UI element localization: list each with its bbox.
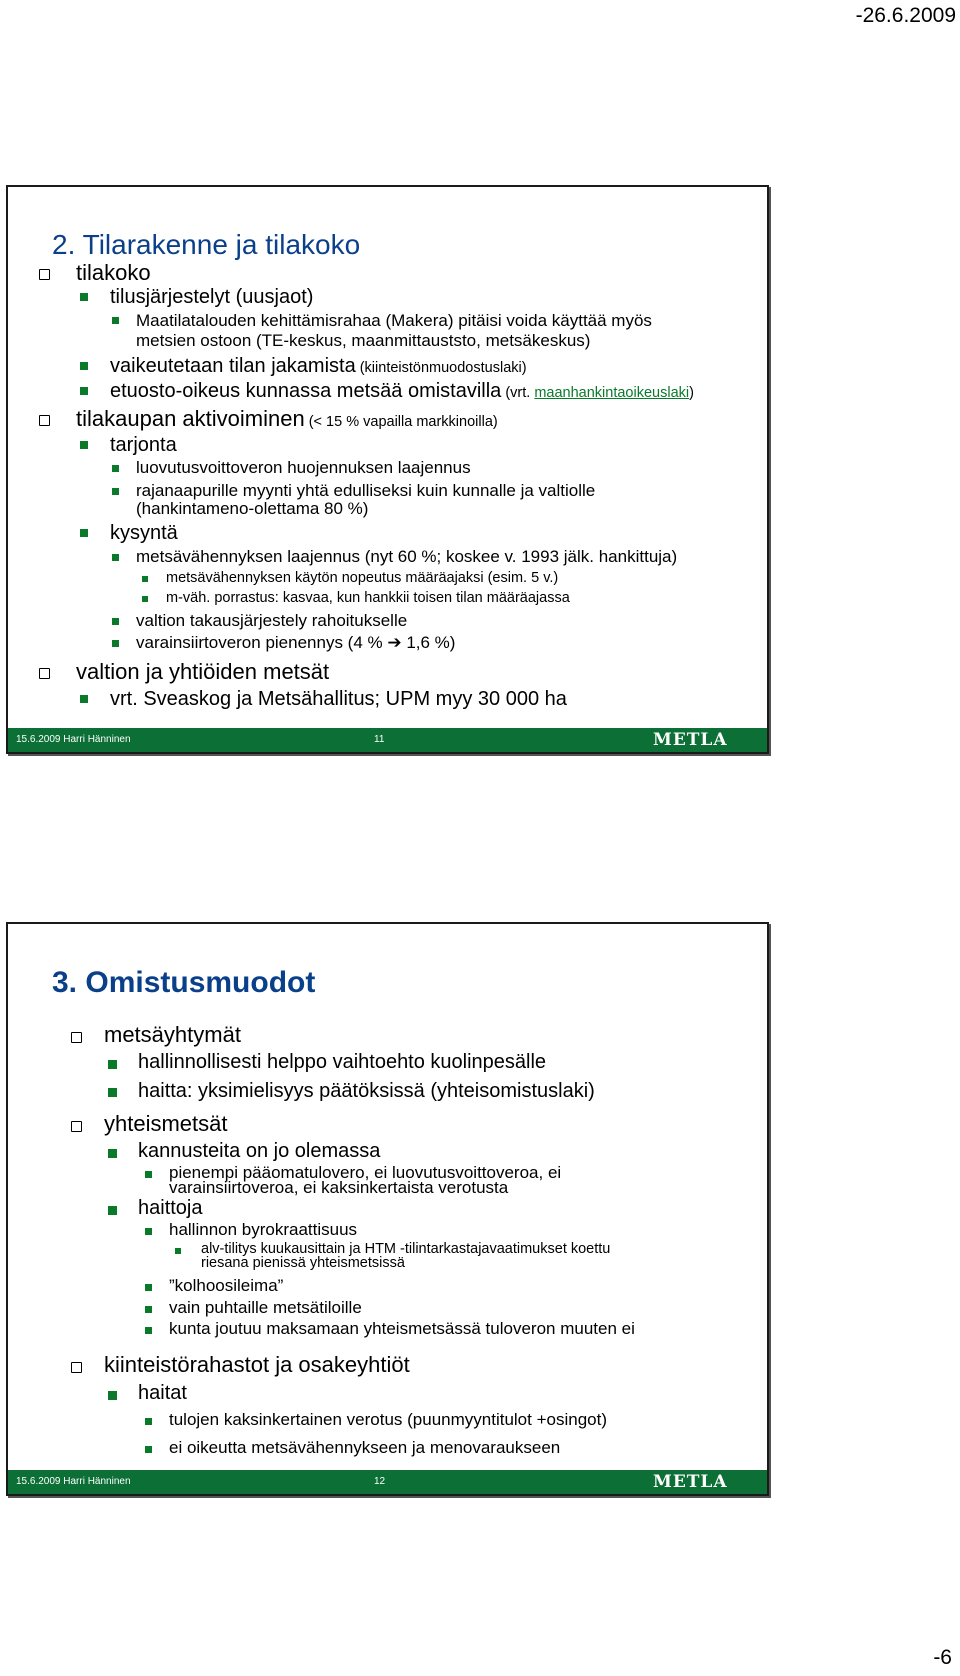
square-bullet-icon	[108, 1391, 117, 1400]
checkbox-bullet-icon	[71, 1362, 82, 1373]
bullet-text: metsien ostoon (TE-keskus, maanmittauststo, metsäkeskus)	[136, 331, 591, 350]
square-bullet-icon	[112, 640, 119, 647]
slide-title: 2. Tilarakenne ja tilakoko	[52, 229, 361, 260]
square-bullet-icon	[175, 1248, 181, 1254]
square-bullet-icon	[145, 1418, 152, 1425]
bullet-text: ei oikeutta metsävähennykseen ja menovaraukseen	[169, 1438, 561, 1457]
slide-number: 11	[374, 734, 385, 745]
bullet-text: hallinnollisesti helppo vaihtoehto kuolinpesälle	[138, 1051, 547, 1073]
checkbox-bullet-icon	[39, 668, 50, 679]
square-bullet-icon	[112, 554, 119, 561]
bullet-text: vain puhtaille metsätiloille	[169, 1298, 362, 1317]
checkbox-bullet-icon	[39, 415, 50, 426]
bullet-text: valtion ja yhtiöiden metsät	[76, 659, 330, 684]
bullet-text: metsävähennyksen käytön nopeutus määräajaksi (esim. 5 v.)	[166, 570, 559, 586]
bullet-text: valtion takausjärjestely rahoitukselle	[136, 611, 408, 630]
square-bullet-icon	[108, 1088, 117, 1097]
square-bullet-icon	[80, 387, 88, 395]
law-link[interactable]: maanhankintaoikeuslaki	[534, 385, 690, 401]
bullet-text: rajanaapurille myynti yhtä edulliseksi kuin kunnalle ja valtiolle	[136, 481, 596, 500]
bullet-text: haittoja	[138, 1197, 203, 1219]
bullet-text: vrt. Sveaskog ja Metsähallitus; UPM myy 30 000 ha	[110, 688, 567, 710]
square-bullet-icon	[80, 695, 88, 703]
bullet-text: metsäyhtymät	[104, 1022, 241, 1047]
square-bullet-icon	[145, 1171, 152, 1178]
square-bullet-icon	[145, 1284, 152, 1291]
slide-12	[6, 922, 769, 1496]
square-bullet-icon	[112, 317, 119, 324]
bullet-text: kunta joutuu maksamaan yhteismetsässä tuloveron muuten ei	[169, 1319, 635, 1338]
bullet-text: luovutusvoittoveron huojennuksen laajennus	[136, 458, 471, 477]
checkbox-bullet-icon	[71, 1121, 82, 1132]
bullet-text: tilakoko	[76, 260, 151, 285]
square-bullet-icon	[80, 293, 88, 301]
square-bullet-icon	[142, 576, 148, 582]
slide-number: 12	[374, 1476, 386, 1487]
bullet-text: tilakaupan aktivoiminen (< 15 % vapailla markkinoilla)	[76, 406, 498, 431]
metla-logo: METLA	[653, 1472, 728, 1492]
bullet-text: haitat	[138, 1382, 187, 1404]
square-bullet-icon	[108, 1149, 117, 1158]
checkbox-bullet-icon	[71, 1032, 82, 1043]
bullet-text: tilusjärjestelyt (uusjaot)	[110, 286, 314, 308]
footer-date-author: 15.6.2009 Harri Hänninen	[16, 734, 131, 745]
square-bullet-icon	[112, 465, 119, 472]
square-bullet-icon	[145, 1327, 152, 1334]
bullet-text: etuosto-oikeus kunnassa metsää omistavilla (vrt. maanhankintaoikeuslaki)	[110, 380, 694, 402]
square-bullet-icon	[80, 529, 88, 537]
bullet-text: varainsiirtoveroa, ei kaksinkertaista verotusta	[169, 1178, 509, 1197]
square-bullet-icon	[80, 441, 88, 449]
bullet-text: Maatilatalouden kehittämisrahaa (Makera) pitäisi voida käyttää myös	[136, 311, 652, 330]
metla-logo: METLA	[653, 730, 728, 750]
square-bullet-icon	[112, 488, 119, 495]
footer-date-author: 15.6.2009 Harri Hänninen	[16, 1476, 131, 1487]
bullet-text: vaikeutetaan tilan jakamista (kiinteistönmuodostuslaki)	[110, 355, 527, 377]
bullet-text: m-väh. porrastus: kasvaa, kun hankkii toisen tilan määräajassa	[166, 590, 570, 606]
square-bullet-icon	[112, 618, 119, 625]
bullet-text: metsävähennyksen laajennus (nyt 60 %; koskee v. 1993 jälk. hankittuja)	[136, 547, 678, 566]
slide-footer	[8, 728, 767, 752]
slide-11	[6, 185, 769, 754]
bullet-text: alv-tilitys kuukausittain ja HTM -tilintarkastajavaatimukset koettu	[201, 1241, 611, 1257]
bullet-text: yhteismetsät	[104, 1111, 228, 1136]
bullet-text: kiinteistörahastot ja osakeyhtiöt	[104, 1352, 410, 1377]
square-bullet-icon	[145, 1446, 152, 1453]
square-bullet-icon	[145, 1228, 152, 1235]
square-bullet-icon	[142, 596, 148, 602]
slide-title: 3. Omistusmuodot	[52, 966, 316, 999]
slide-footer	[8, 1470, 767, 1494]
square-bullet-icon	[108, 1060, 117, 1069]
bullet-text: haitta: yksimielisyys päätöksissä (yhteisomistuslaki)	[138, 1080, 595, 1102]
bullet-text: tulojen kaksinkertainen verotus (puunmyyntitulot +osingot)	[169, 1410, 607, 1429]
bullet-text: ”kolhoosileima”	[169, 1276, 284, 1295]
bullet-text: (hankintameno-olettama 80 %)	[136, 499, 369, 518]
square-bullet-icon	[145, 1306, 152, 1313]
bullet-text: kysyntä	[110, 522, 178, 544]
bullet-text: varainsiirtoveron pienennys (4 % ➔ 1,6 %)	[136, 633, 456, 652]
square-bullet-icon	[80, 362, 88, 370]
page-number: -6	[933, 1646, 952, 1669]
bullet-text: tarjonta	[110, 434, 177, 456]
page-header-date: -26.6.2009	[855, 4, 956, 27]
bullet-text: kannusteita on jo olemassa	[138, 1140, 381, 1162]
bullet-text: hallinnon byrokraattisuus	[169, 1220, 358, 1239]
bullet-text: pienempi pääomatulovero, ei luovutusvoittoveroa, ei	[169, 1163, 562, 1182]
bullet-text: riesana pienissä yhteismetsissä	[201, 1255, 405, 1271]
checkbox-bullet-icon	[39, 269, 50, 280]
square-bullet-icon	[108, 1206, 117, 1215]
